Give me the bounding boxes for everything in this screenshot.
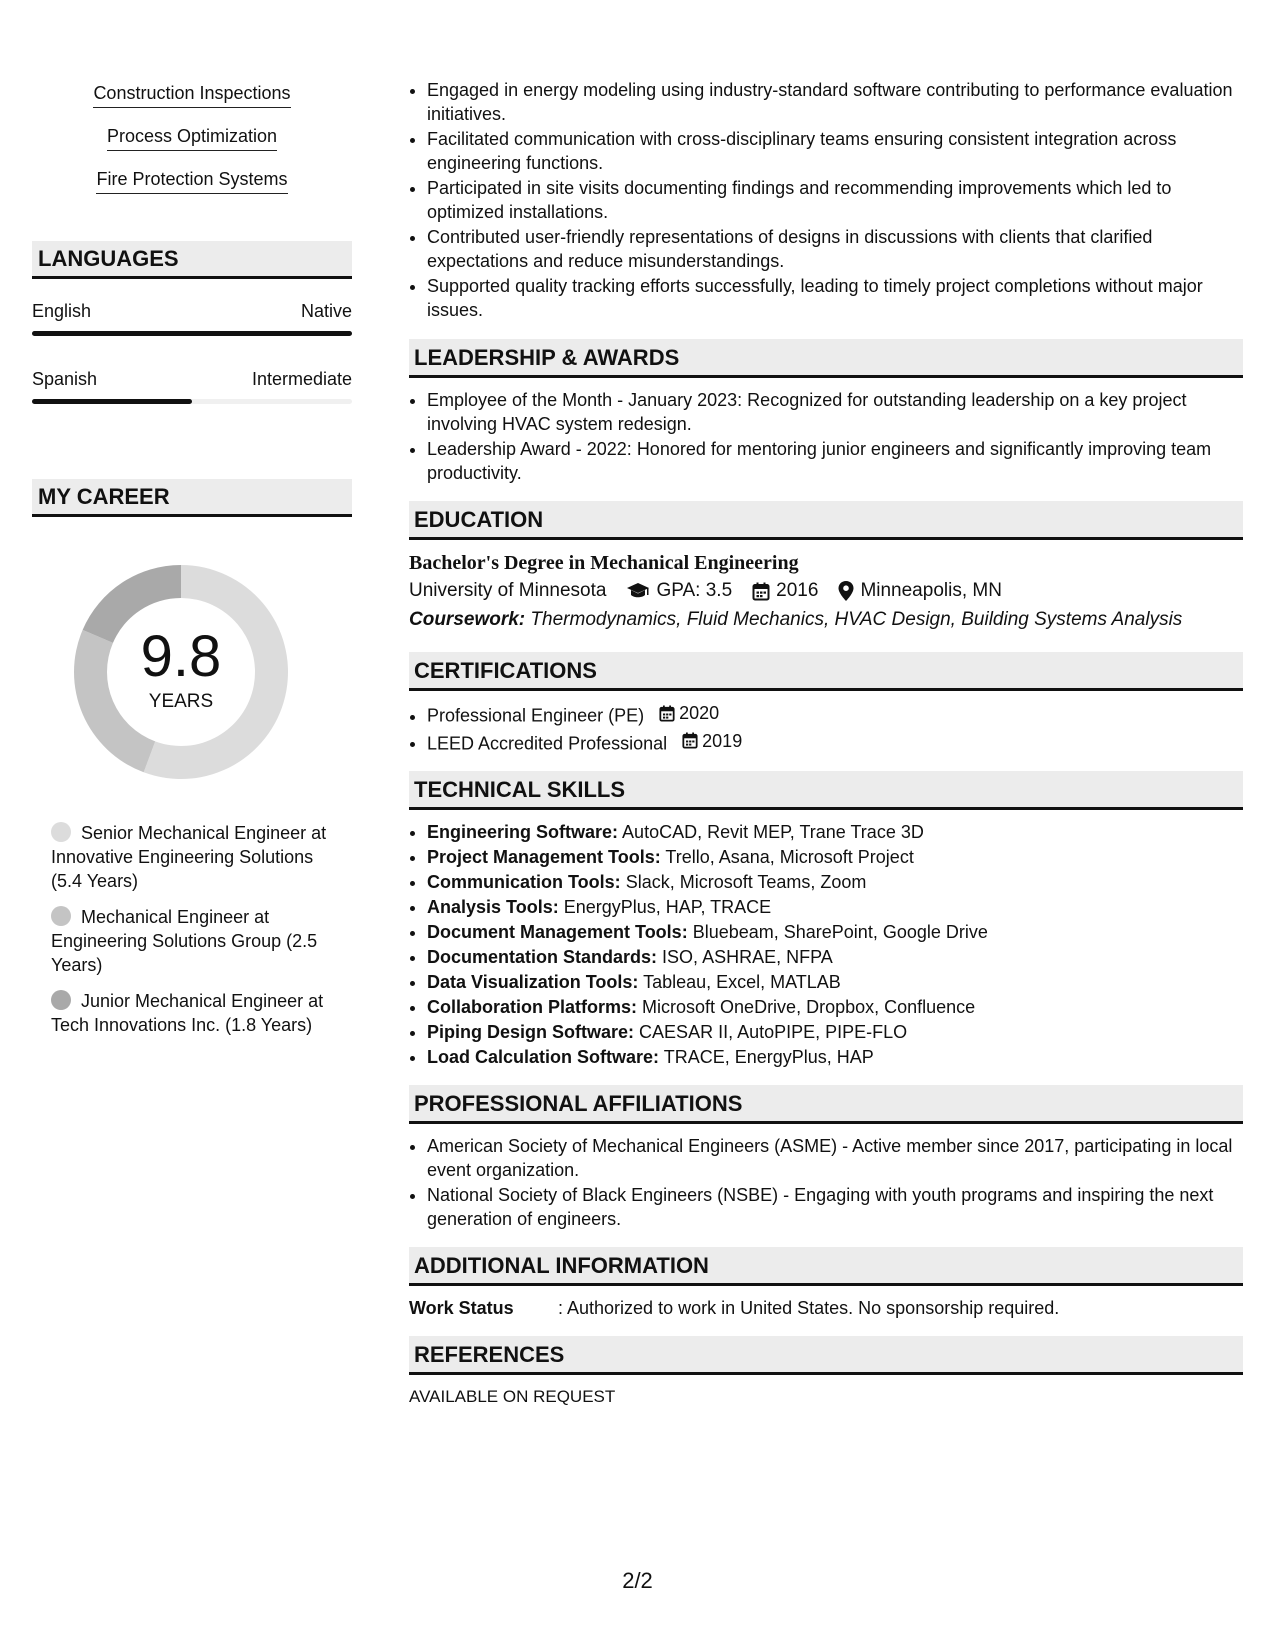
skill-values: Trello, Asana, Microsoft Project [665, 847, 914, 867]
career-section [32, 479, 352, 1037]
experience-bullet: • Facilitated communication with cross-disciplinary teams ensuring consistent integration across engineering functions. [427, 127, 1243, 175]
additional-info-heading: ADDITIONAL INFORMATION [409, 1247, 1243, 1286]
career-total-years: 9.8 [140, 624, 222, 689]
legend-dot [51, 906, 71, 926]
languages-heading: LANGUAGES [32, 241, 352, 279]
technical-skills-heading: TECHNICAL SKILLS [409, 771, 1243, 810]
education-school: University of Minnesota [409, 580, 607, 601]
career-donut-chart [66, 557, 296, 787]
certification-year: 2019 [702, 730, 743, 751]
technical-skills-list [409, 820, 1243, 1069]
affiliation-item: • National Society of Black Engineers (NSBE) - Engaging with youth programs and inspiring the next generation of engineers. [427, 1183, 1243, 1231]
skill-category: Engineering Software: [427, 822, 619, 842]
calendar-icon [659, 705, 675, 722]
language-name: English [32, 301, 92, 321]
references-text: AVAILABLE ON REQUEST [409, 1387, 616, 1406]
certifications-heading: CERTIFICATIONS [409, 652, 1243, 691]
career-legend [32, 821, 336, 1037]
certification-name: Professional Engineer (PE) [427, 705, 645, 726]
experience-bullet: • Participated in site visits documenting findings and recommending improvements which led to optimized installations. [427, 176, 1243, 224]
affiliation-item: • American Society of Mechanical Engineers (ASME) - Active member since 2017, participating in local event organization. [427, 1134, 1243, 1182]
skill-category: Analysis Tools: [427, 897, 559, 917]
language-level-fill [32, 331, 352, 336]
skill-values: AutoCAD, Revit MEP, Trane Trace 3D [622, 822, 924, 842]
technical-skill-item [427, 820, 1243, 844]
leadership-list [409, 388, 1243, 485]
leadership-heading: LEADERSHIP & AWARDS [409, 339, 1243, 378]
education-entry [409, 550, 1243, 634]
language-level: Native [300, 301, 352, 321]
skill-values: ISO, ASHRAE, NFPA [662, 947, 833, 967]
technical-skill-item [427, 995, 1243, 1019]
experience-bullet: • Contributed user-friendly representations of designs in discussions with clients that clarified expectations and reduce misunderstandings. [427, 225, 1243, 273]
skill-values: Microsoft OneDrive, Dropbox, Confluence [642, 997, 976, 1017]
page-number: 2/2 [622, 1568, 653, 1593]
right-column [409, 78, 1243, 1409]
work-status-label: Work Status [409, 1298, 514, 1318]
legend-dot [51, 822, 71, 842]
education-year: 2016 [776, 580, 819, 601]
legend-dot [51, 990, 71, 1010]
leadership-item: • Employee of the Month - January 2023: Recognized for outstanding leadership on a key project involving HVAC system redesign. [427, 388, 1243, 436]
technical-skill-item [427, 970, 1243, 994]
skill-tag: Process Optimization [107, 125, 277, 151]
skill-values: Tableau, Excel, MATLAB [643, 972, 841, 992]
skill-category: Communication Tools: [427, 872, 621, 892]
certification-year: 2020 [679, 703, 720, 723]
technical-skill-item [427, 1045, 1243, 1069]
calendar-icon [752, 582, 770, 601]
career-total-unit: YEARS [148, 691, 214, 712]
career-legend-item [51, 989, 336, 1037]
education-degree: Bachelor's Degree in Mechanical Engineering [409, 552, 799, 574]
technical-skill-item [427, 895, 1243, 919]
skill-category: Data Visualization Tools: [427, 972, 639, 992]
skill-values: CAESAR II, AutoPIPE, PIPE-FLO [639, 1022, 908, 1042]
technical-skill-item [427, 1020, 1243, 1044]
experience-bullet: • Engaged in energy modeling using industry-standard software contributing to performance evaluation initiatives. [427, 78, 1243, 126]
graduation-cap-icon [626, 582, 650, 600]
skill-category: Project Management Tools: [427, 847, 661, 867]
experience-bullet: • Supported quality tracking efforts successfully, leading to timely project completions without major issues. [427, 274, 1243, 322]
left-column [32, 82, 352, 1049]
certification-item [427, 729, 1243, 756]
career-legend-item [51, 821, 336, 893]
skill-category: Documentation Standards: [427, 947, 658, 967]
skill-tags [32, 82, 352, 194]
certifications-list [409, 701, 1243, 755]
education-details [409, 576, 1243, 606]
certification-name: LEED Accredited Professional [427, 733, 668, 753]
affiliations-list [409, 1134, 1243, 1231]
leadership-item: • Leadership Award - 2022: Honored for mentoring junior engineers and significantly improving team productivity. [427, 437, 1243, 485]
coursework-value: Thermodynamics, Fluid Mechanics, HVAC Design, Building Systems Analysis [530, 609, 1183, 630]
references-heading: REFERENCES [409, 1336, 1243, 1375]
technical-skill-item [427, 845, 1243, 869]
skill-category: Collaboration Platforms: [427, 997, 638, 1017]
coursework-label: Coursework: [409, 609, 526, 630]
education-coursework [409, 606, 1243, 634]
skill-category: Document Management Tools: [427, 922, 688, 942]
language-level-bar [32, 331, 352, 336]
education-location: Minneapolis, MN [860, 580, 1002, 601]
career-legend-label: Junior Mechanical Engineer at Tech Innovations Inc. (1.8 Years) [51, 991, 324, 1035]
skill-values: EnergyPlus, HAP, TRACE [563, 897, 772, 917]
language-level: Intermediate [251, 369, 352, 389]
skill-values: Slack, Microsoft Teams, Zoom [625, 872, 867, 892]
language-item [32, 368, 352, 404]
skill-category: Piping Design Software: [427, 1022, 635, 1042]
language-name: Spanish [32, 369, 98, 389]
education-heading: EDUCATION [409, 501, 1243, 540]
languages-section [32, 241, 352, 404]
technical-skill-item [427, 870, 1243, 894]
career-legend-label: Senior Mechanical Engineer at Innovative Engineering Solutions (5.4 Years) [51, 823, 327, 891]
work-status-row [409, 1296, 1243, 1320]
map-pin-icon [838, 581, 854, 601]
career-legend-item [51, 905, 336, 977]
skill-tag: Fire Protection Systems [96, 168, 287, 194]
certification-item [427, 701, 1243, 728]
language-level-bar [32, 399, 352, 404]
technical-skill-item [427, 945, 1243, 969]
experience-bullets [409, 78, 1243, 322]
skill-values: TRACE, EnergyPlus, HAP [663, 1047, 874, 1067]
career-heading: MY CAREER [32, 479, 352, 517]
career-legend-label: Mechanical Engineer at Engineering Solutions Group (2.5 Years) [51, 907, 318, 975]
calendar-icon [682, 732, 698, 749]
skill-values: Bluebeam, SharePoint, Google Drive [692, 922, 988, 942]
language-level-fill [32, 399, 192, 404]
affiliations-heading: PROFESSIONAL AFFILIATIONS [409, 1085, 1243, 1124]
work-status-value: : Authorized to work in United States. No sponsorship required. [558, 1298, 1060, 1318]
education-gpa: GPA: 3.5 [656, 580, 733, 601]
skill-category: Load Calculation Software: [427, 1047, 660, 1067]
technical-skill-item [427, 920, 1243, 944]
language-item [32, 300, 352, 336]
skill-tag: Construction Inspections [93, 82, 290, 108]
